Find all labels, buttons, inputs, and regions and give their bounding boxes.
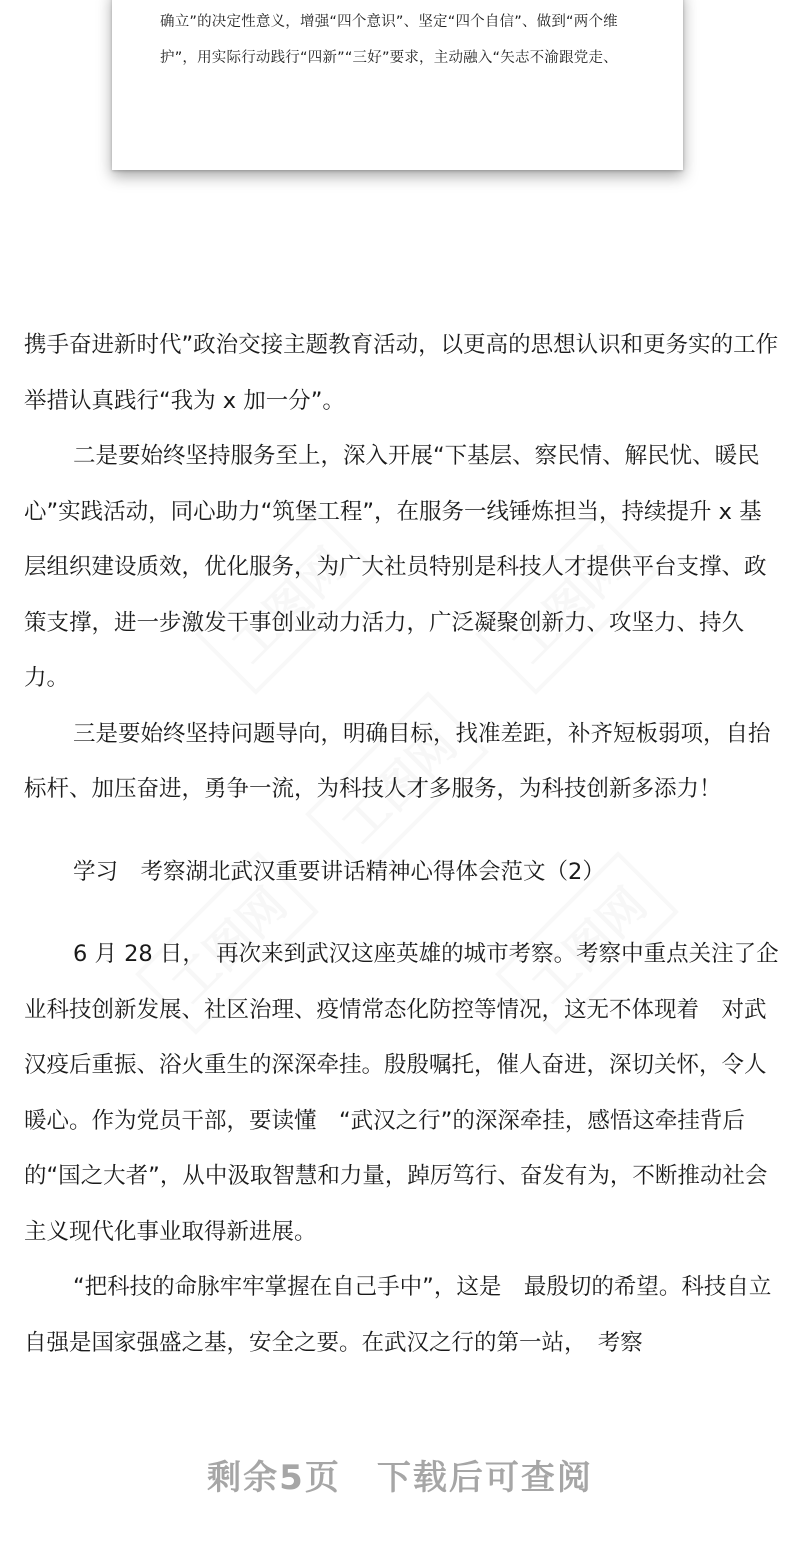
card-text-line: 护”，用实际行动践行“四新”“三好”要求，主动融入“矢志不渝跟党走、 — [160, 50, 618, 66]
watermark-logo: 工图网 — [495, 851, 679, 1035]
section-heading: 学习 考察湖北武汉重要讲话精神心得体会范文（2） — [73, 858, 605, 885]
paragraph: 二是要始终坚持服务至上，深入开展“下基层、察民情、解民忧、暖民心”实践活动，同心助力“筑堡工程”，在服务一线锤炼担当，持续提升 x 基层组织建设质效，优化服务，为广大社员特别是科技人才提供平台支撑、政策支撑，进一步激发干事创业动力活力，广泛凝聚创新力、攻坚力、持久力。 — [24, 443, 767, 691]
paragraph: 携手奋进新时代”政治交接主题教育活动，以更高的思想认识和更务实的工作举措认真践行“我为 x 加一分”。 — [24, 332, 779, 414]
document-body — [24, 318, 784, 1371]
watermark-logo: 工图网 — [135, 851, 319, 1035]
paragraph: 6 月 28 日， 再次来到武汉这座英雄的城市考察。考察中重点关注了企业科技创新发展、社区治理、疫情常态化防控等情况，这无不体现着 对武汉疫后重振、浴火重生的深深牵挂。殷殷嘱托，催人奋进，深切关怀，令人暖心。作为党员干部，要读懂 “武汉之行”的深深牵挂，感悟这牵挂背后的“国之大者”，从中汲取智慧和力量，踔厉笃行、奋发有为，不断推动社会主义现代化事业取得新进展。 — [24, 941, 779, 1245]
previous-page-card — [112, 0, 683, 170]
watermark-logo: 工图网 — [475, 511, 659, 695]
remaining-pages-banner[interactable]: 剩余5页 下载后可查阅 — [207, 1458, 593, 1498]
paragraph: “把科技的命脉牢牢掌握在自己手中”，这是 最殷切的希望。科技自立自强是国家强盛之基，安全之要。在武汉之行的第一站， 考察 — [24, 1274, 772, 1356]
watermark-logo: 工图网 — [305, 691, 489, 875]
watermark-logo: 工图网 — [195, 511, 379, 695]
paragraph: 三是要始终坚持问题导向，明确目标，找准差距，补齐短板弱项，自抬标杆、加压奋进，勇争一流，为科技人才多服务，为科技创新多添力！ — [24, 720, 771, 802]
card-text-line: 确立”的决定性意义，增强“四个意识”、坚定“四个自信”、做到“两个维 — [160, 14, 618, 30]
